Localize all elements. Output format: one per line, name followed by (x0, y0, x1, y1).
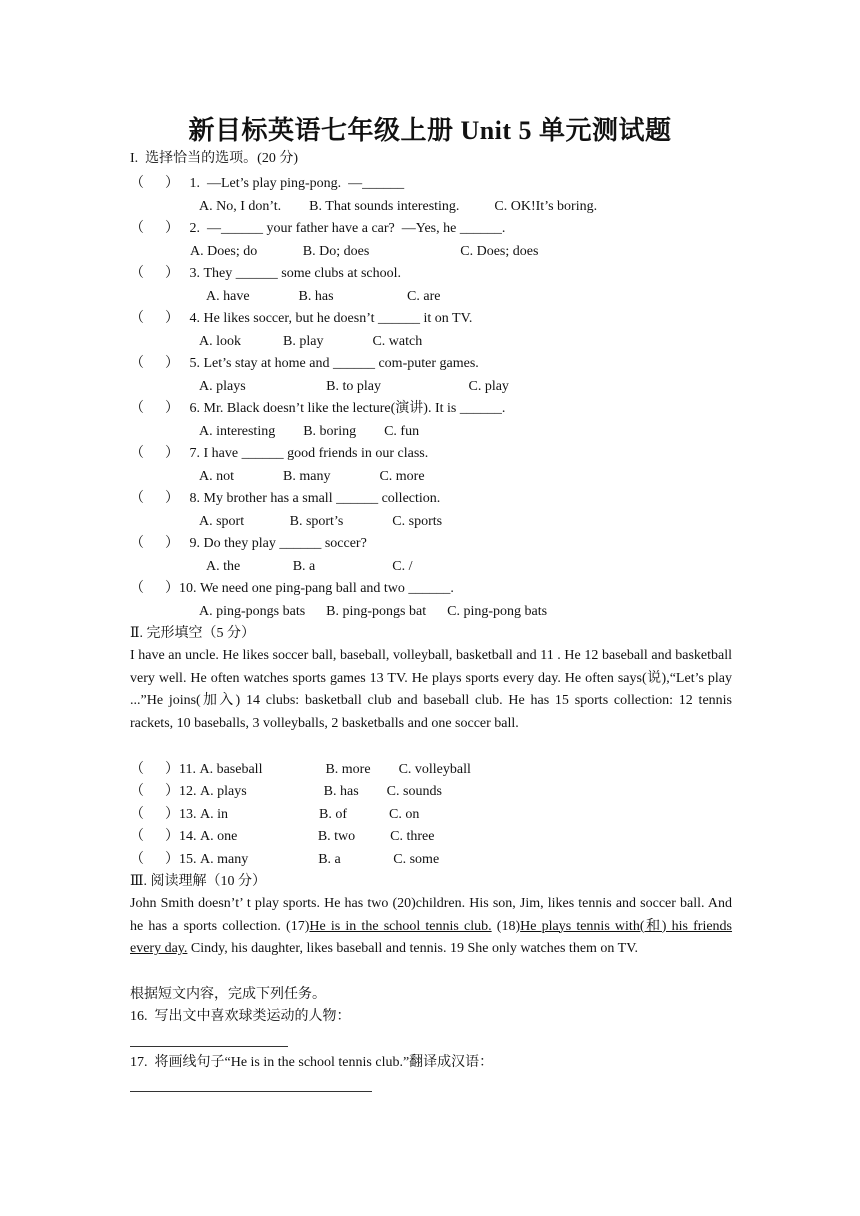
options-6: A. interesting B. boring C. fun (199, 424, 420, 439)
options-7: A. not B. many C. more (199, 469, 425, 484)
answer-line-16 (130, 1046, 288, 1047)
question-5: （ ） 5. Let’s stay at home and ______ com-puter games. (130, 356, 479, 371)
section1-heading: I. 选择恰当的选项。(20 分) (130, 151, 298, 166)
passage-part-b: (18) (491, 918, 521, 934)
underlined-sentence-18: He plays tennis with(和) his friends every day. (130, 918, 733, 957)
section3-heading: Ⅲ. 阅读理解（10 分） (130, 874, 267, 889)
reading-instruction: 根据短文内容，完成下列任务。 (130, 987, 326, 1002)
reading-passage (130, 893, 732, 961)
cloze-option-15: （ ）15. A. many B. a C. some (130, 852, 440, 867)
question-2: （ ） 2. —______ your father have a car? —Yes, he ______. (130, 221, 506, 236)
cloze-option-13: （ ）13. A. in B. of C. on (130, 807, 420, 822)
options-5: A. plays B. to play C. play (199, 379, 509, 394)
question-1: （ ） 1. —Let’s play ping-pong. —______ (130, 176, 405, 191)
passage-part-c: Cindy, his daughter, likes baseball and tennis. 19 She only watches them on TV. (187, 941, 639, 957)
options-10: A. ping-pongs bats B. ping-pongs bat C. ping-pong bats (199, 604, 548, 619)
task-16: 16. 写出文中喜欢球类运动的人物： (130, 1009, 351, 1024)
underlined-sentence-17: He is in the school tennis club. (309, 918, 492, 934)
page-title: 新目标英语七年级上册 Unit 5 单元测试题 (188, 116, 672, 145)
options-4: A. look B. play C. watch (199, 334, 423, 349)
passage-part-a: John Smith doesn’t’ t play sports. He has two (20)children. His son, Jim, likes tennis and soccer ball. And he has a sports collection. (17) (130, 896, 732, 934)
task-17: 17. 将画线句子“He is in the school tennis club.”翻译成汉语： (130, 1055, 494, 1070)
cloze-option-12: （ ）12. A. plays B. has C. sounds (130, 784, 442, 799)
question-3: （ ） 3. They ______ some clubs at school. (130, 266, 402, 281)
section2-heading: Ⅱ. 完形填空（5 分） (130, 626, 256, 641)
options-3: A. have B. has C. are (206, 289, 441, 304)
question-7: （ ） 7. I have ______ good friends in our class. (130, 446, 429, 461)
question-8: （ ） 8. My brother has a small ______ collection. (130, 491, 441, 506)
options-9: A. the B. a C. / (206, 559, 413, 574)
options-1: A. No, I don’t. B. That sounds interesting. C. OK!It’s boring. (199, 199, 598, 214)
question-6: （ ） 6. Mr. Black doesn’t like the lecture(演讲). It is ______. (130, 401, 506, 416)
question-4: （ ） 4. He likes soccer, but he doesn’t ______ it on TV. (130, 311, 473, 326)
answer-line-17 (130, 1091, 372, 1092)
cloze-passage: I have an uncle. He likes soccer ball, baseball, volleyball, basketball and 11 . He 12 baseball and basketball very well. He often watches sports games 13 TV. He plays sports every day. He often says(说),“Let’s play ...”He joins(加入) 14 clubs: basketball club and baseball club. He has 15 sports collection: 12 tennis rackets, 10 baseballs, 3 volleyballs, 2 basketballs and one soccer ball. (130, 648, 732, 731)
options-8: A. sport B. sport’s C. sports (199, 514, 443, 529)
cloze-option-14: （ ）14. A. one B. two C. three (130, 829, 435, 844)
options-2: A. Does; do B. Do; does C. Does; does (190, 244, 539, 259)
question-10: （ ）10. We need one ping-pang ball and two ______. (130, 581, 454, 596)
cloze-option-11: （ ）11. A. baseball B. more C. volleyball (130, 762, 471, 777)
question-9: （ ） 9. Do they play ______ soccer? (130, 536, 367, 551)
